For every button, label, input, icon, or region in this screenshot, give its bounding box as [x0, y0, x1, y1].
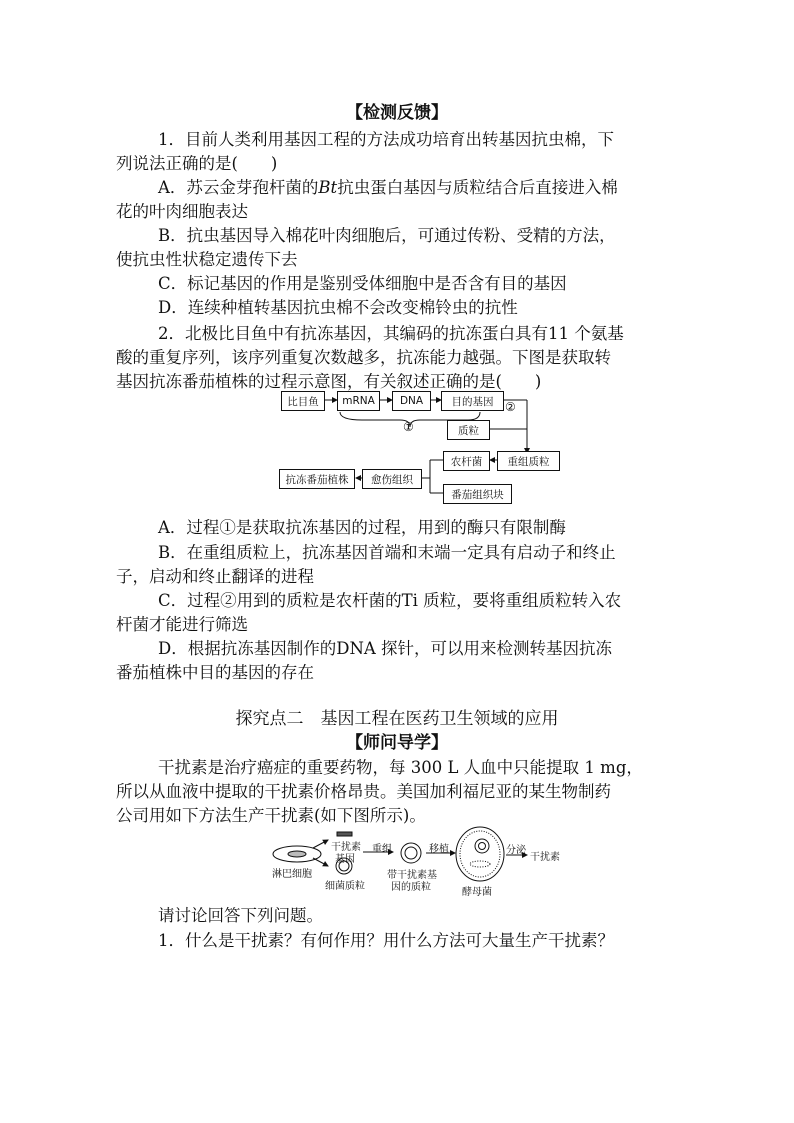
q1-option-b-line2: 使抗虫性状稳定遗传下去 [116, 250, 298, 269]
q1-a-post: 抗虫蛋白基因与质粒结合后直接进入棉 [337, 178, 618, 197]
q1-option-d: D．连续种植转基因抗虫棉不会改变棉铃虫的抗性 [158, 298, 518, 317]
box-plasmid: 质粒 [447, 420, 490, 440]
section2-prompt: 请讨论回答下列问题。 [158, 906, 323, 925]
box-target-gene: 目的基因 [441, 391, 504, 411]
box-agrobacterium: 农杆菌 [443, 451, 490, 471]
box-recombinant-plasmid: 重组质粒 [497, 451, 560, 471]
q2-option-c-line2: 杆菌才能进行筛选 [116, 615, 248, 634]
label-lymphocyte: 淋巴细胞 [272, 869, 312, 880]
q1-option-c: C．标记基因的作用是鉴别受体细胞中是否含有目的基因 [158, 274, 567, 293]
q2-option-b-line1: B．在重组质粒上，抗冻基因首端和末端一定具有启动子和终止 [158, 543, 616, 562]
q2-option-a: A．过程①是获取抗冻基因的过程，用到的酶只有限制酶 [158, 518, 566, 537]
box-fish: 比目鱼 [281, 391, 325, 411]
q2-stem-line1: 2．北极比目鱼中有抗冻基因，其编码的抗冻蛋白具有11 个氨基 [158, 324, 624, 343]
q1-stem-line1: 1．目前人类利用基因工程的方法成功培育出转基因抗虫棉，下 [158, 130, 614, 149]
section2-para-line3: 公司用如下方法生产干扰素(如下图所示)。 [116, 806, 426, 825]
section2-para-line2: 所以从血液中提取的干扰素价格昂贵。美国加利福尼亚的某生物制药 [116, 782, 611, 801]
box-callus: 愈伤组织 [362, 469, 422, 489]
step1-label: ① [403, 420, 414, 434]
section2-question1: 1．什么是干扰素？有何作用？用什么方法可大量生产干扰素？ [158, 931, 614, 950]
section2-para-line1: 干扰素是治疗癌症的重要药物，每 300 L 人血中只能提取 1 mg， [158, 758, 643, 777]
box-dna: DNA [392, 391, 431, 411]
label-transplant: 移植 [429, 844, 449, 855]
q1-a-italic: Bt [318, 178, 338, 197]
box-mrna: mRNA [337, 391, 380, 411]
box-tomato-tissue: 番茄组织块 [443, 484, 512, 504]
q1-option-b-line1: B．抗虫基因导入棉花叶肉细胞后，可通过传粉、受精的方法， [158, 226, 616, 245]
q2-option-b-line2: 子，启动和终止翻译的进程 [116, 567, 314, 586]
q2-stem-line2: 酸的重复序列，该序列重复次数越多，抗冻能力越强。下图是获取转 [116, 348, 611, 367]
box-antifreeze-plant: 抗冻番茄植株 [279, 469, 355, 489]
q2-option-d-line2: 番茄植株中目的基因的存在 [116, 663, 314, 682]
step2-label: ② [505, 400, 516, 414]
feedback-heading: 【检测反馈】 [346, 103, 448, 123]
section2-heading: 【师问导学】 [346, 733, 448, 753]
label-recombine: 重组 [372, 844, 392, 855]
q2-stem-line3: 基因抗冻番茄植株的过程示意图，有关叙述正确的是( ) [116, 372, 542, 391]
q2-option-d-line1: D．根据抗冻基因制作的DNA 探针，可以用来检测转基因抗冻 [158, 639, 613, 658]
label-ifn-gene-line2: 基因 [335, 854, 355, 865]
section2-title: 探究点二 基因工程在医药卫生领域的应用 [235, 709, 559, 729]
q1-option-a-line2: 花的叶肉细胞表达 [116, 202, 248, 221]
label-bacterial-plasmid: 细菌质粒 [325, 881, 365, 892]
label-yeast: 酵母菌 [462, 887, 492, 898]
label-plasmid-line2: 因的质粒 [391, 882, 431, 893]
q1-stem-line2: 列说法正确的是( ) [116, 154, 278, 173]
label-plasmid-line1: 带干扰素基 [387, 870, 437, 881]
label-secrete: 分泌 [506, 845, 526, 856]
q1-a-pre: A．苏云金芽孢杆菌的 [158, 178, 319, 197]
q2-option-c-line1: C．过程②用到的质粒是农杆菌的Ti 质粒，要将重组质粒转入农 [158, 591, 622, 610]
label-ifn-gene-line1: 干扰素 [331, 842, 361, 853]
label-interferon: 干扰素 [530, 852, 560, 863]
